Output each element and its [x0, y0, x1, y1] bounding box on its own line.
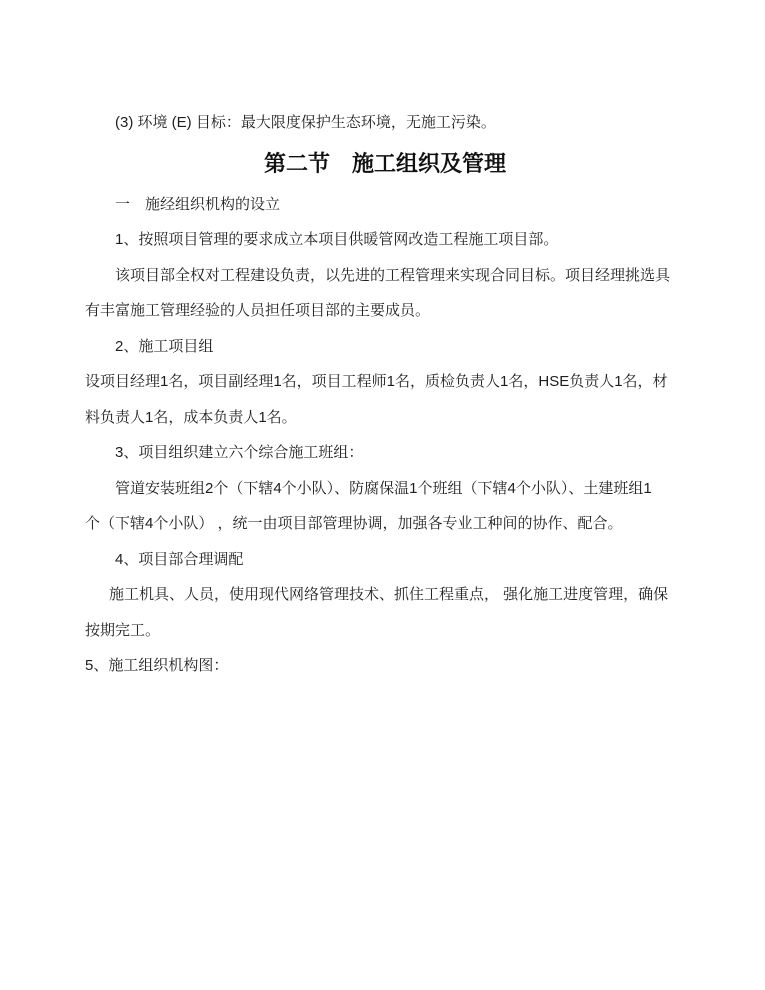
paragraph-crews-line-1: 管道安装班组2个（下辖4个小队）、防腐保温1个班组（下辖4个小队）、土建班组1	[115, 479, 652, 497]
paragraph-crews-line-2: 个（下辖4个小队） ，统一由项目部管理协调，加强各专业工种间的协作、配合。	[85, 515, 623, 532]
paragraph-environment-goal: (3) 环境 (E) 目标：最大限度保护生态环境，无施工污染。	[115, 114, 496, 131]
paragraph-item-4: 4、项目部合理调配	[115, 550, 244, 568]
paragraph-allocation-line-2: 按期完工。	[85, 621, 161, 639]
paragraph-project-dept-line-1: 该项目部全权对工程建设负责，以先进的工程管理来实现合同目标。项目经理挑选具	[115, 266, 671, 284]
paragraph-staffing-line-1: 设项目经理1名，项目副经理1名，项目工程师1名，质检负责人1名，HSE负责人1名，材	[85, 373, 668, 390]
paragraph-staffing-line-2: 料负责人1名，成本负责人1名。	[85, 408, 297, 426]
paragraph-project-dept-line-2: 有丰富施工管理经验的人员担任项目部的主要成员。	[85, 302, 431, 319]
section-heading: 第二节 施工组织及管理	[263, 150, 506, 176]
paragraph-item-3: 3、项目组织建立六个综合施工班组：	[115, 444, 364, 461]
paragraph-org-setup-title: 一 施经组织机构的设立	[115, 195, 281, 213]
paragraph-item-2: 2、施工项目组	[115, 337, 214, 355]
paragraph-item-1: 1、按照项目管理的要求成立本项目供暖管网改造工程施工项目部。	[115, 231, 559, 248]
paragraph-allocation-line-1: 施工机具、人员，使用现代网络管理技术、抓住工程重点， 强化施工进度管理，确保	[109, 586, 669, 603]
paragraph-item-5: 5、施工组织机构图：	[85, 657, 229, 674]
